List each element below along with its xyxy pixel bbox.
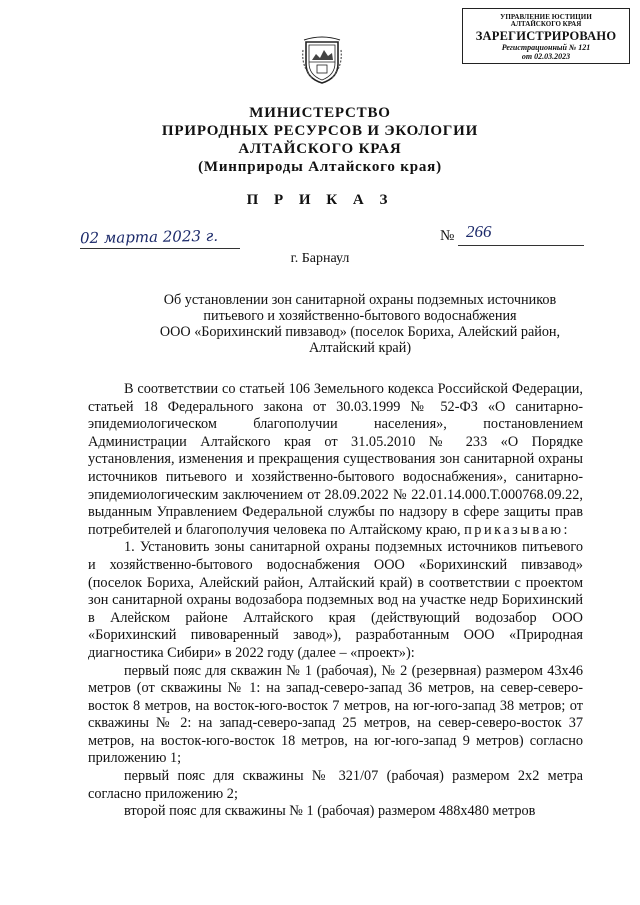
order-body <box>88 381 583 821</box>
date-underline <box>80 248 240 249</box>
handwritten-order-number: 266 <box>466 222 492 241</box>
paragraph-item-1: 1. Установить зоны санитарной охраны подземных источников питьевого и хозяйственно-бытового водоснабжения ООО «Борихинский пивзавод» (поселок Бориха, Алейский район, Алтайский край) в соответствии с проектом зон санитарной охраны водозабора подземных вод на участке недр Борихинский в Алейском районе Алтайского края (действующий водозабор ООО «Борихинский пивоваренный завод»), разработанным ООО «Природная диагностика Сибири» в 2022 году (далее – «проект»): <box>88 539 583 661</box>
header-line-1: МИНИСТЕРСТВО <box>249 105 391 121</box>
subject-line-1: Об установлении зон санитарной охраны подземных источников <box>163 292 557 308</box>
paragraph-first-belt-321: первый пояс для скважины № 321/07 (рабочая) размером 2х2 метра согласно приложению 2; <box>88 768 583 802</box>
paragraph-second-belt: второй пояс для скважины № 1 (рабочая) размером 488х480 метров <box>124 803 536 820</box>
preamble-text: В соответствии со статьей 106 Земельного кодекса Российской Федерации, статьей 18 Федерального закона от 30.03.1999 № 52-ФЗ «О санитарно-эпидемиологическом благополучии населения», постановлением Администрации Алтайского края от 31.05.2010 № 233 «О Порядке установления, изменения и прекращения существования зон санитарной охраны источников питьевого и хозяйственно-бытового водоснабжения», санитарно-эпидемиологическим заключением от 28.09.2022 № 22.01.14.000.Т.000768.09.22, выданным Управлением Федеральной службы по надзору в сфере защиты прав потребителей и благополучия человека по Алтайскому краю, <box>88 381 583 538</box>
handwritten-date: 02 марта 2023 г. <box>79 226 219 248</box>
header-line-2: ПРИРОДНЫХ РЕСУРСОВ И ЭКОЛОГИИ <box>161 123 479 139</box>
header-line-4: (Минприроды Алтайского края) <box>198 159 442 175</box>
registration-stamp <box>462 8 630 64</box>
order-subject <box>140 292 580 356</box>
coat-of-arms-icon <box>302 36 342 84</box>
subject-line-4: Алтайский край) <box>308 340 412 356</box>
order-verb: приказываю <box>464 521 564 538</box>
header-line-3: АЛТАЙСКОГО КРАЯ <box>238 141 402 157</box>
document-title: П Р И К А З <box>246 192 394 208</box>
subject-line-3: ООО «Борихинский пивзавод» (поселок Бориха, Алейский район, <box>159 324 561 340</box>
stamp-status: ЗАРЕГИСТРИРОВАНО <box>475 29 617 43</box>
subject-line-2: питьевого и хозяйственно-бытового водоснабжения <box>203 308 517 324</box>
stamp-reg-number: Регистрационный № 121 <box>501 43 591 52</box>
city: г. Барнаул <box>290 251 350 266</box>
stamp-authority-line1: УПРАВЛЕНИЕ ЮСТИЦИИ <box>500 13 592 21</box>
order-number-label: № <box>440 228 455 244</box>
paragraph-first-belt-wells: первый пояс для скважин № 1 (рабочая), № 2 (резервная) размером 43х46 метров (от скважины № 1: на запад-северо-запад 36 метров, на север-северо-восток 8 метров, на восток-юго-восток 7 метров, на юг-юго-запад 38 метров; от скважины № 2: на запад-северо-запад 25 метров, на север-северо-восток 37 метров, на восток-юго-восток 18 метров, на юг-юго-запад 9 метров) согласно приложению 1; <box>88 662 583 767</box>
paragraph-preamble: В соответствии со статьей 106 Земельного кодекса Российской Федерации, статьей 18 Федерального закона от 30.03.1999 № 52-ФЗ «О санитарно-эпидемиологическом благополучии населения», постановлением Администрации Алтайского края от 31.05.2010 № 233 «О Порядке установления, изменения и прекращения существования зон санитарной охраны источников питьевого и хозяйственно-бытового водоснабжения», санитарно-эпидемиологическим заключением от 28.09.2022 № 22.01.14.000.Т.000768.09.22, выданным Управлением Федеральной службы по надзору в сфере защиты прав потребителей и благополучия человека по Алтайскому краю, приказываю: <box>88 381 583 538</box>
number-underline <box>458 245 584 246</box>
stamp-reg-date: от 02.03.2023 <box>521 52 571 61</box>
ministry-header <box>0 104 640 176</box>
stamp-authority-line2: АЛТАЙСКОГО КРАЯ <box>510 20 582 28</box>
